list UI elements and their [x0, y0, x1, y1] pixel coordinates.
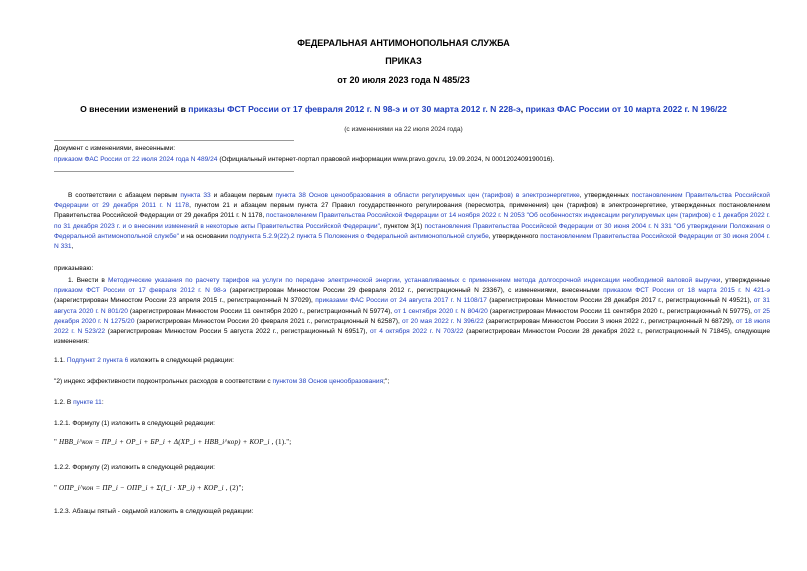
item-1-2-3: 1.2.3. Абзацы пятый - седьмой изложить в следующей редакции: — [54, 508, 254, 515]
link-methodical-guidelines[interactable]: Методические указания по расчету тарифов на услуги по передаче электрической энергии, устанавливаемых с применением метода долгосрочной индексации необходимой валовой выручки — [107, 277, 721, 284]
link-fas-703[interactable]: от 4 октября 2022 г. N 703/22 — [369, 328, 464, 336]
divider-top — [54, 140, 294, 141]
order-word: приказываю: — [54, 265, 94, 272]
divider-bottom — [54, 171, 294, 172]
doc-subject: О внесении изменений в приказы ФСТ России от 17 февраля 2012 г. N 98-э и от 30 марта 2012 г. N 228-э, приказ ФАС России от 10 марта 2022 г. N 196/22 — [80, 104, 727, 114]
doc-type: ПРИКАЗ — [385, 56, 422, 66]
item-1-1-quote: "2) индекс эффективности подконтрольных расходов в соответствии с пунктом 38 Основ ценообразования;"; — [54, 378, 390, 385]
item-1-1: 1.1. Подпункт 2 пункта 6 изложить в следующей редакции: — [54, 357, 234, 364]
revision-note: (с изменениями на 22 июля 2024 года) — [344, 126, 463, 133]
link-subpoint-5-2-9[interactable]: подпункта 5.2.9(22).2 пункта 5 Положения о Федеральной антимонопольной службе — [229, 232, 489, 240]
doc-date: от 20 июля 2023 года N 485/23 — [337, 75, 470, 85]
link-point-33[interactable]: пункта 33 — [180, 192, 211, 199]
preamble-paragraph: В соответствии с абзацем первым пункта 33 и абзацем первым пункта 38 Основ ценообразования в области регулируемых цен (тарифов) в электроэнергетике, утвержденных постановлением Правительства Российской Федерации от 29 декабря 2011 г. N 1178, пунктом 21 и абзацем первым пункта 27 Правил государственного регулирования (пересмотра, применения) цен (тарифов) в электроэнергетике, утвержденных постановлением Правительства Российской Федерации от 29 декабря 2011 г. N 1178, постановлением Правительства Российской Федерации от 14 ноября 2022 г. N 2053 "Об особенностях индексации регулируемых цен (тарифов) с 1 декабря 2022 г. по 31 декабря 2023 г. и о внесении изменений в некоторые акты Правительства Российской Федерации", пунктом 3(1) постановления Правительства Российской Федерации от 30 июня 2004 г. N 331 "Об утверждении Положения о Федеральной антимонопольной службе" и на основании подпункта 5.2.9(22).2 пункта 5 Положения о Федеральной антимонопольной службе, утвержденного постановлением Правительства Российской Федерации от 30 июня 2004 г. N 331, — [54, 192, 771, 251]
link-fas-1275[interactable]: от 25 декабря 2020 г. N 1275/20 — [54, 307, 770, 325]
link-subpoint-2-point-6[interactable]: Подпункт 2 пункта 6 — [66, 357, 129, 364]
link-fst-98e[interactable]: приказом ФСТ России от 17 февраля 2012 г. N 98-э — [54, 287, 227, 295]
formula-2-expression: ОПР_i^кон = ПР_i − ОПР_i + Σ(I_i · ХР_i) + КОР_i — [59, 484, 224, 492]
link-fst-421e[interactable]: приказом ФСТ России от 18 марта 2015 г. N 421-э — [603, 287, 770, 295]
changes-line: приказом ФАС России от 22 июля 2024 года N 489/24 (Официальный интернет-портал правовой информации www.pravo.gov.ru, 19.09.2024, N 0001202409190016). — [54, 156, 555, 163]
link-decree-2053[interactable]: постановлением Правительства Российской Федерации от 14 ноября 2022 г. N 2053 "Об особенностях индексации регулируемых цен (тарифов) с 1 декабря 2022 г. по 31 декабря 2023 г. и о внесении изменений в некоторые акты Правительства Российской Федерации" — [54, 212, 770, 230]
link-point-38[interactable]: пункта 38 Основ ценообразования в области регулируемых цен (тарифов) в электроэнергетике — [275, 192, 580, 199]
link-decree-1178[interactable]: постановлением Правительства Российской Федерации от 29 декабря 2011 г. N 1178 — [54, 192, 770, 210]
item-1-2-2: 1.2.2. Формулу (2) изложить в следующей редакции: — [54, 464, 216, 471]
changes-label: Документ с изменениями, внесенными: — [54, 145, 176, 152]
formula-2: " ОПР_i^кон = ПР_i − ОПР_i + Σ(I_i · ХР_i) + КОР_i , (2)"; — [54, 484, 244, 492]
link-point-11[interactable]: пункте 11 — [73, 399, 102, 406]
formula-1-expression: НВВ_i^кон = ПР_i + ОР_i + БР_i + Δ(ХР_i + НВВ_i^кор) + КОР_i — [59, 438, 270, 446]
item-1-2: 1.2. В пункте 11: — [54, 399, 104, 406]
link-decree-331-approve[interactable]: постановлением Правительства Российской Федерации от 30 июня 2004 г. N 331 — [54, 232, 771, 251]
link-fst-orders[interactable]: приказы ФСТ России от 17 февраля 2012 г. N 98-э и от 30 марта 2012 г. N 228-э — [188, 104, 521, 114]
link-fas-order-196[interactable]: приказ ФАС России от 10 марта 2022 г. N 196/22 — [525, 104, 727, 114]
link-point-38-basics[interactable]: пунктом 38 Основ ценообразования — [272, 378, 384, 385]
link-fas-804[interactable]: от 1 сентября 2020 г. N 804/20 — [394, 307, 488, 315]
link-fas-396[interactable]: от 20 мая 2022 г. N 396/22 — [401, 317, 484, 325]
formula-1: " НВВ_i^кон = ПР_i + ОР_i + БР_i + Δ(ХР_i + НВВ_i^кор) + КОР_i , (1)."; — [54, 438, 292, 446]
link-fas-801[interactable]: от 31 августа 2020 г. N 801/20 — [54, 297, 770, 315]
agency-name: ФЕДЕРАЛЬНАЯ АНТИМОНОПОЛЬНАЯ СЛУЖБА — [297, 38, 510, 48]
item-1-2-1: 1.2.1. Формулу (1) изложить в следующей редакции: — [54, 420, 216, 427]
changes-box — [54, 144, 770, 164]
link-decree-331[interactable]: постановления Правительства Российской Федерации от 30 июня 2004 г. N 331 "Об утверждении Положения о Федеральной антимонопольной службе" — [54, 222, 770, 240]
link-fas-523[interactable]: от 18 июля 2022 г. N 523/22 — [54, 317, 770, 336]
link-fas-order-489[interactable]: приказом ФАС России от 22 июля 2024 года N 489/24 — [54, 156, 218, 163]
item-1-paragraph: 1. Внести в Методические указания по расчету тарифов на услуги по передаче электрической энергии, устанавливаемых с применением метода долгосрочной индексации необходимой валовой выручки, утвержденные приказом ФСТ России от 17 февраля 2012 г. N 98-э (зарегистрирован Минюстом России 29 февраля 2012 г., регистрационный N 23367), с изменениями, внесенными приказом ФСТ России от 18 марта 2015 г. N 421-э (зарегистрирован Минюстом России 23 апреля 2015 г., регистрационный N 37029), приказами ФАС России от 24 августа 2017 г. N 1108/17 (зарегистрирован Минюстом России 28 декабря 2017 г., регистрационный N 49521), от 31 августа 2020 г. N 801/20 (зарегистрирован Минюстом России 11 сентября 2020 г., регистрационный N 59774), от 1 сентября 2020 г. N 804/20 (зарегистрирован Минюстом России 11 сентября 2020 г., регистрационный N 59775), от 25 декабря 2020 г. N 1275/20 (зарегистрирован Минюстом России 20 февраля 2021 г., регистрационный N 62587), от 20 мая 2022 г. N 396/22 (зарегистрирован Минюстом России 3 июня 2022 г., регистрационный N 68729), от 18 июля 2022 г. N 523/22 (зарегистрирован Минюстом России 5 августа 2022 г., регистрационный N 69517), от 4 октября 2022 г. N 703/22 (зарегистрирован Минюстом России 28 декабря 2022 г., регистрационный N 71845), следующие изменения: — [54, 277, 771, 346]
link-fas-1108[interactable]: приказами ФАС России от 24 августа 2017 г. N 1108/17 — [315, 297, 487, 305]
